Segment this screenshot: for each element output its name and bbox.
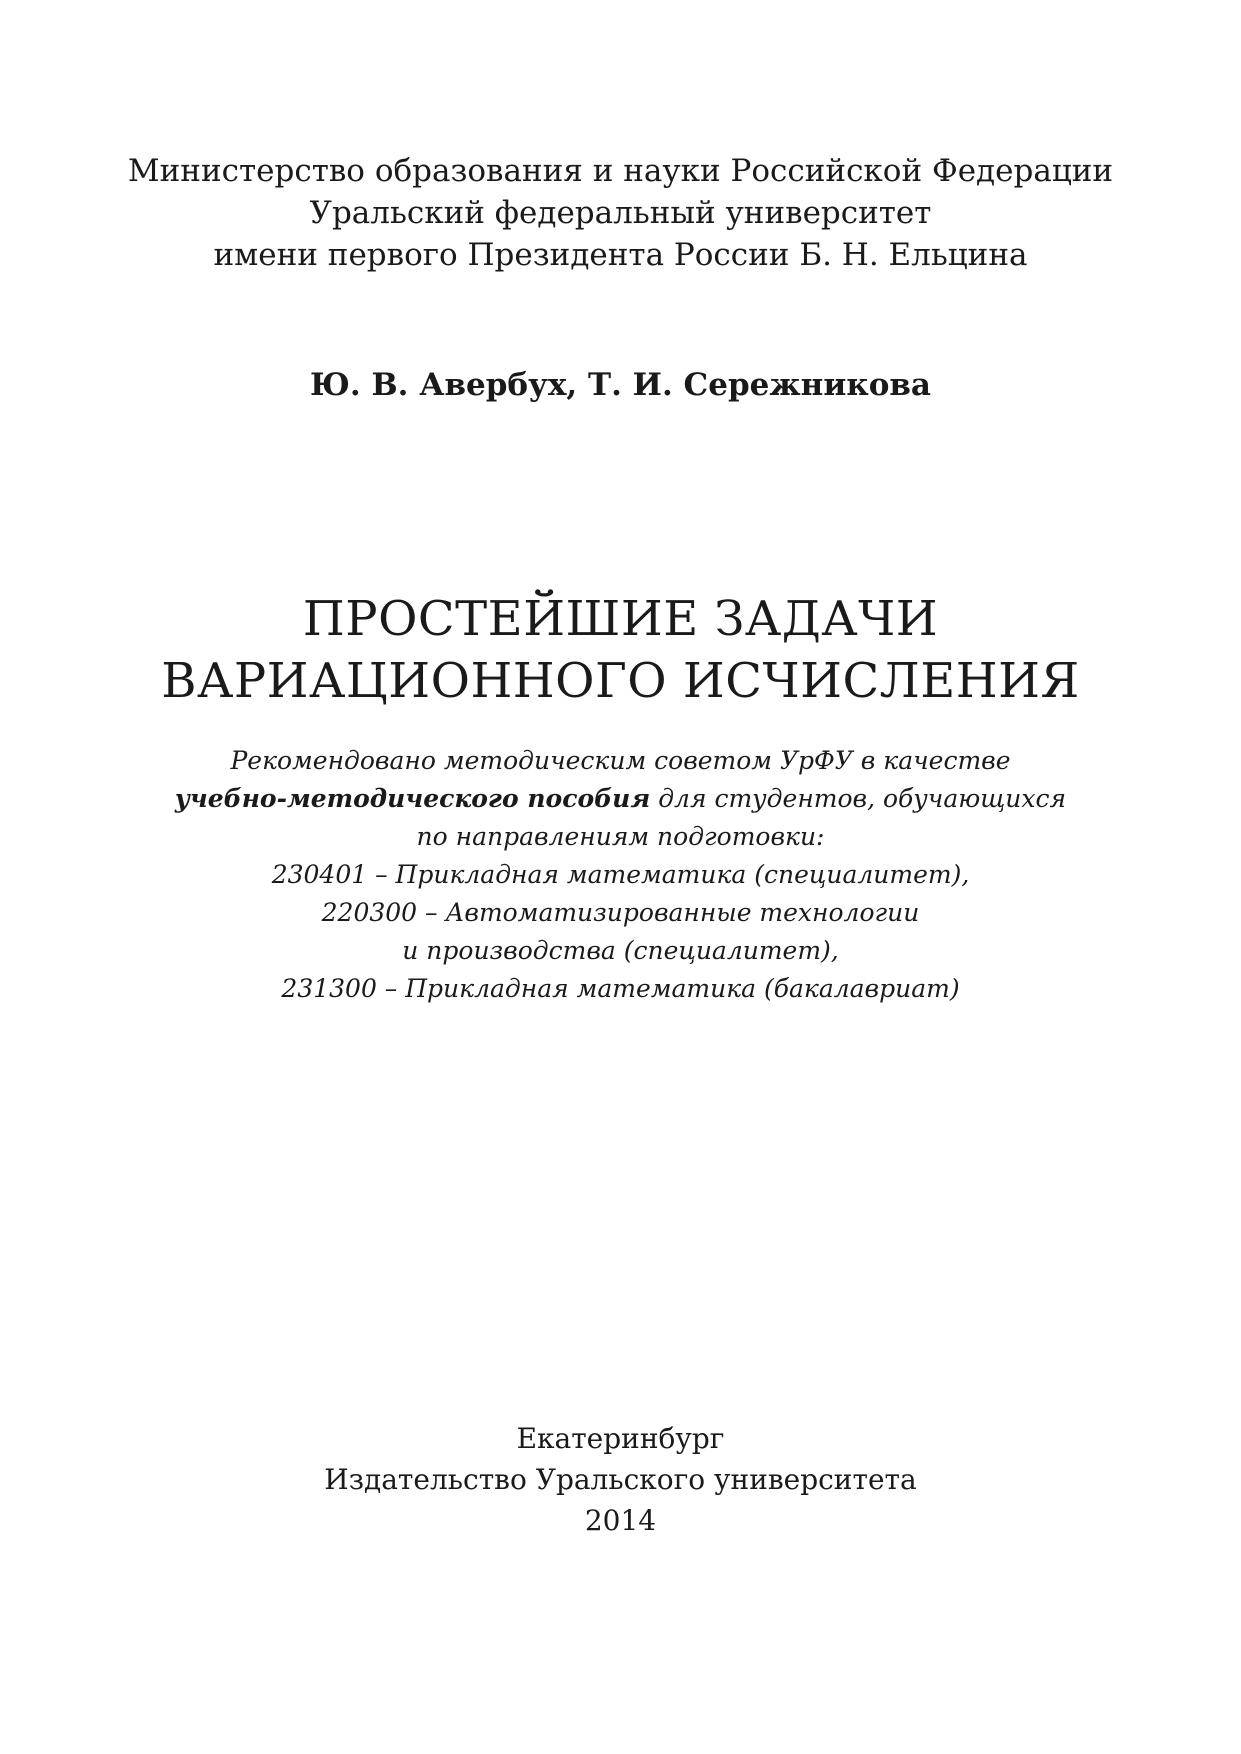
ministry-line: Министерство образования и науки Российской Федерации <box>127 153 1114 189</box>
recommendation-block <box>0 742 1241 1008</box>
university-line: Уральский федеральный университет <box>309 195 932 231</box>
imprint-publisher: Издательство Уральского университета <box>324 1463 917 1496</box>
recommendation-line-2 <box>0 780 1241 818</box>
institution-header <box>0 150 1241 276</box>
book-title <box>0 588 1241 712</box>
program-231300: 231300 – Прикладная математика (бакалавриат) <box>281 974 960 1003</box>
university-name-line: имени первого Президента России Б. Н. Ельцина <box>213 237 1028 273</box>
program-230401: 230401 – Прикладная математика (специалитет), <box>271 860 970 889</box>
recommendation-line-3: по направлениям подготовки: <box>416 822 825 851</box>
title-line-1: ПРОСТЕЙШИЕ ЗАДАЧИ <box>302 591 939 647</box>
program-220300-cont: и производства (специалитет), <box>402 936 839 965</box>
imprint-year: 2014 <box>584 1504 657 1537</box>
imprint-city: Екатеринбург <box>516 1422 725 1455</box>
authors-line: Ю. В. Авербух, Т. И. Сережникова <box>309 367 932 403</box>
manual-type-bold: учебно-методического пособия <box>174 784 651 813</box>
title-line-2: ВАРИАЦИОННОГО ИСЧИСЛЕНИЯ <box>161 653 1080 709</box>
program-220300: 220300 – Автоматизированные технологии <box>321 898 920 927</box>
imprint <box>0 1418 1241 1541</box>
recommendation-line-2-rest: для студентов, обучающихся <box>650 784 1067 813</box>
recommendation-line-1: Рекомендовано методическим советом УрФУ в качестве <box>230 746 1011 775</box>
authors <box>0 364 1241 406</box>
